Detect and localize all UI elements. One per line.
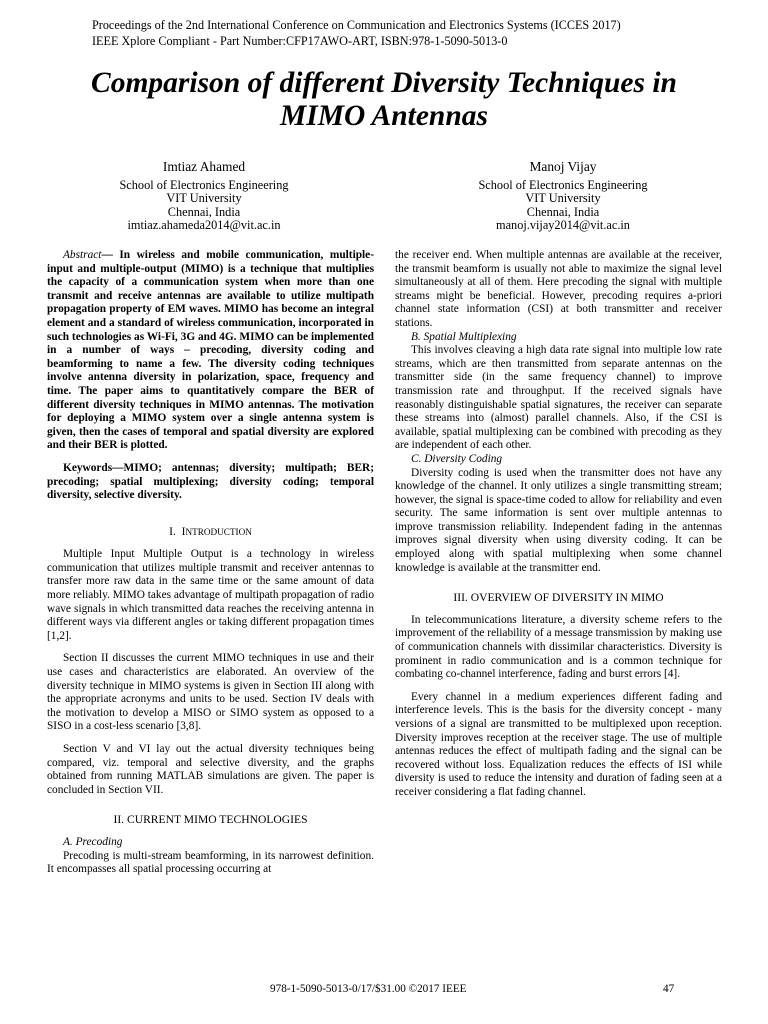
author-email: imtiaz.ahameda2014@vit.ac.in	[127, 218, 281, 233]
section-heading-introduction: I. INTRODUCTION	[169, 524, 252, 538]
author-dept: School of Electronics Engineering	[478, 177, 648, 192]
header-line-2: IEEE Xplore Compliant - Part Number:CFP17AWO-ART, ISBN:978-1-5090-5013-0	[92, 34, 508, 48]
keywords-label: Keywords—	[63, 461, 124, 474]
precoding-paragraph: Precoding is multi-stream beamforming, in its narrowest definition. It encompasses all spatial processing occurring at	[47, 849, 374, 876]
author-name: Manoj Vijay	[529, 159, 597, 174]
left-column	[47, 249, 374, 877]
overview-paragraph-2: Every channel in a medium experiences different fading and interference levels. This is the basis for the diversity concept - many versions of a signal are transmitted to be multiplexed upon reception. Diversity improves reception at the receiver stage. The use of multiple antennas reduces the effect of multipath fading and the signal can be recovered without loss. Equalization reduces the effects of ISI while diversity is used to reduce the intensity and duration of fading seen at a receiver considering a flat fading channel.	[395, 690, 722, 798]
keywords	[47, 462, 374, 503]
header-line-1: Proceedings of the 2nd International Conference on Communication and Electronics Systems (ICCES 2017)	[92, 18, 621, 32]
section-heading-current-mimo: II. CURRENT MIMO TECHNOLOGIES	[113, 813, 308, 827]
author-name: Imtiaz Ahamed	[162, 159, 246, 174]
subsection-precoding: A. Precoding	[63, 835, 123, 848]
author-city: Chennai, India	[167, 204, 241, 219]
paper-title	[0, 67, 768, 133]
keywords-text: MIMO; antennas; diversity; multipath; BER; precoding; spatial multiplexing; diversity coding; temporal diversity, selective diversity.	[47, 461, 374, 502]
author-block-1	[84, 160, 324, 233]
author-block-2	[443, 160, 683, 233]
right-column	[395, 249, 722, 800]
author-univ: VIT University	[525, 191, 601, 206]
abstract-text: — In wireless and mobile communication, multiple-input and multiple-output (MIMO) is a technique that multiplies the capacity of a communication system when more than one transmit and receive antennas are available to utilize multipath propagation property of EM waves. MIMO has become an integral element and a standard of wireless communication, incorporated in such technologies as Wi-Fi, 3G and 4G. MIMO can be implemented in a number of ways – precoding, diversity coding and beamforming to name a few. The diversity coding techniques involve antenna diversity in polarization, space, frequency and time. The paper aims to quantitatively compare the BER of different diversity techniques in MIMO antennas. The motivation for deploying a MIMO system over a single antenna system is given, then the cases of temporal and spatial diversity are explored and their BER is plotted.	[47, 249, 374, 452]
intro-paragraph-3: Section V and VI lay out the actual diversity techniques being compared, viz. temporal and selective diversity, and the graphs obtained from running MATLAB simulations are given. The paper is concluded in Section VII.	[47, 743, 374, 796]
author-dept: School of Electronics Engineering	[119, 177, 289, 192]
precoding-paragraph-continued: the receiver end. When multiple antennas are available at the receiver, the transmit beamform is usually not able to maximize the signal level simultaneously at all of them. Here precoding the signal with multiple streams might be beneficial. However, precoding requires a-priori channel state information (CSI) at both transmitter and receiver stations.	[395, 249, 722, 329]
abstract	[47, 249, 374, 453]
title-line-2: MIMO Antennas	[280, 100, 488, 132]
spatial-multiplexing-paragraph: This involves cleaving a high data rate signal into multiple low rate streams, which are then transmitted from separate antennas on the transmitter side (in the same frequency channel) to improve transmission rate and throughput. If the received signals have reasonably distinguishable spatial signatures, the receiver can separate these streams into (almost) parallel channels. Also, if the CSI is available, spatial multiplexing can be combined with precoding as they are independent of each other.	[395, 344, 722, 452]
overview-paragraph-1: In telecommunications literature, a diversity scheme refers to the improvement of the reliability of a message transmission by making use of communication channels with dissimilar characteristics. Diversity is prominent in radio communication and is a common technique for combating co-channel interference, fading and burst errors [4].	[395, 613, 723, 681]
author-univ: VIT University	[166, 191, 242, 206]
title-line-1: Comparison of different Diversity Techniques in	[91, 67, 677, 99]
intro-paragraph-1: Multiple Input Multiple Output is a technology in wireless communication that utilizes multiple transmit and receiver antennas to transfer more raw data in the same time or the same amount of data more reliably. MIMO takes advantage of multipath propagation of radio wave signals in which transmitted data reaches the receiving antenna in different ways via different angles or taking different propagation times [1,2].	[47, 548, 374, 642]
author-email: manoj.vijay2014@vit.ac.in	[496, 218, 630, 233]
proceedings-header	[92, 17, 621, 49]
section-heading-overview: III. OVERVIEW OF DIVERSITY IN MIMO	[453, 591, 664, 605]
page-number: 47	[663, 983, 675, 995]
intro-paragraph-2: Section II discusses the current MIMO techniques in use and their use cases and characteristics are elaborated. An overview of the diversity technique in MIMO systems is given in Section III along with the appropriate acronyms and units to be used. Section IV deals with the motivation to develop a MISO or SIMO system as opposed to a SISO in a cost-less scenario [3,8].	[47, 652, 374, 733]
diversity-coding-paragraph: Diversity coding is used when the transmitter does not have any knowledge of the channel. It only utilizes a single transmitting stream; however, the signal is space-time coded to allow for reliability and even security. The same information is sent over multiple antennas to improve transmission reliability. Independent fading in the antennas improves signal diversity when using diversity coding. It can be employed along with spatial multiplexing when some channel knowledge is available at the transmitter end.	[395, 466, 722, 574]
subsection-spatial-multiplexing: B. Spatial Multiplexing	[411, 330, 517, 343]
subsection-diversity-coding: C. Diversity Coding	[411, 452, 503, 465]
author-city: Chennai, India	[526, 204, 600, 219]
footer-copyright: 978-1-5090-5013-0/17/$31.00 ©2017 IEEE	[270, 983, 467, 995]
abstract-label: Abstract	[63, 249, 102, 261]
